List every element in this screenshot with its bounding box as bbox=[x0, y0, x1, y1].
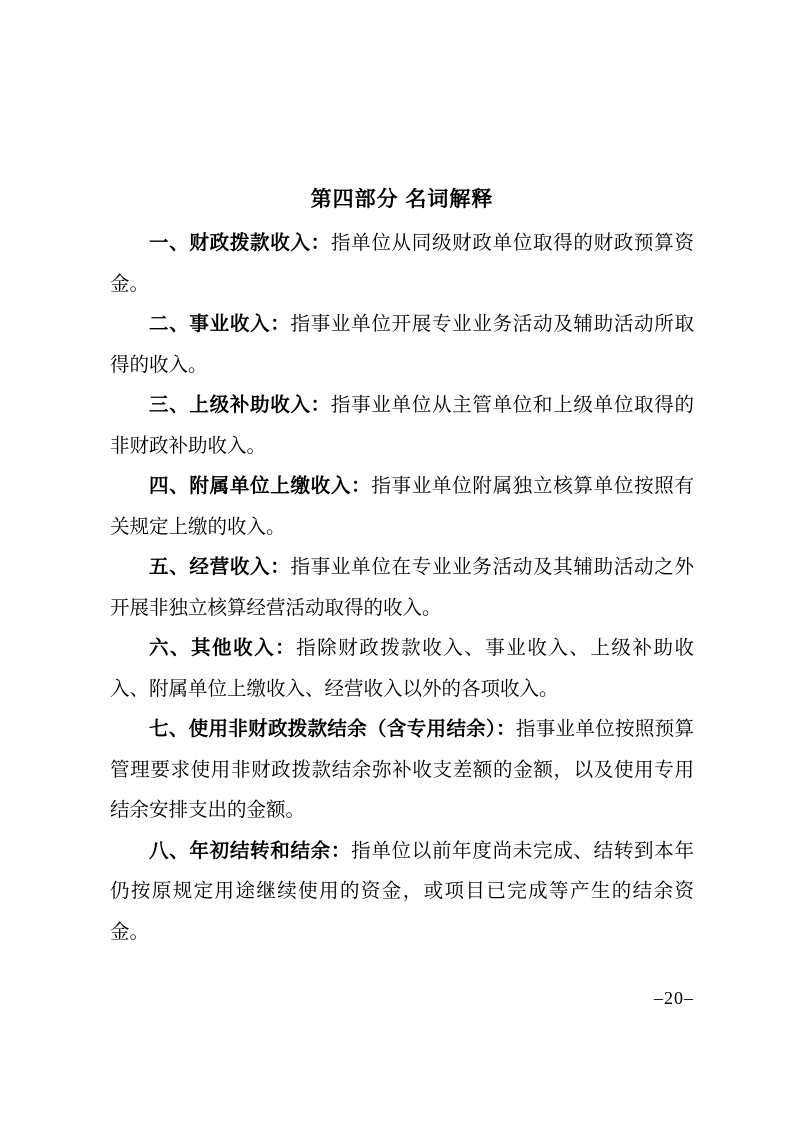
term-definition: 指单位从同级财政单位取得的财政预算资金。 bbox=[110, 233, 694, 295]
term-definition: 指事业单位从主管单位和上级单位取得的非财政补助收入。 bbox=[110, 395, 694, 457]
term-paragraph-7 bbox=[110, 710, 694, 832]
term-definition: 指事业单位按照预算管理要求使用非财政拨款结余弥补收支差额的金额，以及使用专用结余安排支出的金额。 bbox=[110, 719, 694, 821]
term-paragraph-5 bbox=[110, 548, 694, 629]
term-paragraph-6 bbox=[110, 629, 694, 710]
term-label: 四、附属单位上缴收入： bbox=[149, 476, 372, 497]
term-label: 一、财政拨款收入： bbox=[149, 233, 331, 254]
term-definition: 指事业单位开展专业业务活动及辅助活动所取得的收入。 bbox=[110, 314, 694, 376]
term-definition: 指事业单位在专业业务活动及其辅助活动之外开展非独立核算经营活动取得的收入。 bbox=[110, 557, 694, 619]
term-label: 六、其他收入： bbox=[149, 638, 297, 659]
term-label: 八、年初结转和结余： bbox=[149, 840, 352, 862]
term-paragraph-1 bbox=[110, 224, 694, 305]
term-label: 七、使用非财政拨款结余（含专用结余）： bbox=[149, 719, 516, 740]
term-label: 三、上级补助收入： bbox=[149, 395, 331, 416]
term-definition: 指除财政拨款收入、事业收入、上级补助收入、附属单位上缴收入、经营收入以外的各项收入。 bbox=[110, 638, 694, 700]
page-number: –20– bbox=[654, 988, 694, 1008]
term-label: 二、事业收入： bbox=[149, 314, 291, 335]
page-title: 第四部分 名词解释 bbox=[310, 188, 494, 211]
document-body bbox=[110, 183, 694, 953]
term-paragraph-3 bbox=[110, 386, 694, 467]
term-paragraph-2 bbox=[110, 305, 694, 386]
term-paragraph-8 bbox=[110, 832, 694, 954]
term-label: 五、经营收入： bbox=[149, 557, 291, 578]
term-definition: 指单位以前年度尚未完成、结转到本年仍按原规定用途继续使用的资金，或项目已完成等产生的结余资金。 bbox=[110, 840, 694, 943]
term-paragraph-4 bbox=[110, 467, 694, 548]
term-definition: 指事业单位附属独立核算单位按照有关规定上缴的收入。 bbox=[110, 476, 694, 538]
